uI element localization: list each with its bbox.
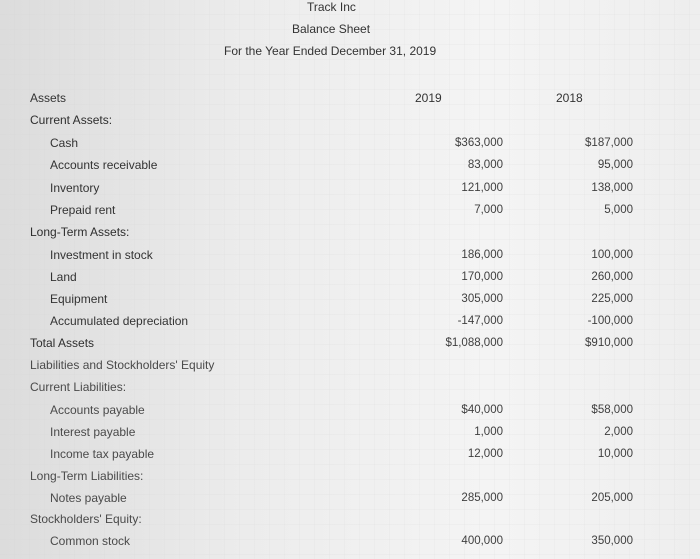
accounts-receivable-2018: 95,000 [597, 159, 633, 171]
current-assets-heading: Current Assets: [30, 113, 113, 127]
row-label-income-tax-payable: Income tax payable [50, 447, 155, 461]
year-2019-header: 2019 [415, 91, 442, 105]
row-label-accounts-payable: Accounts payable [50, 403, 145, 417]
statement-period: For the Year Ended December 31, 2019 [224, 44, 437, 58]
row-label-equipment: Equipment [50, 292, 108, 306]
interest-payable-2018: 2,000 [604, 426, 633, 438]
land-2019: 170,000 [461, 271, 503, 283]
accounts-payable-2019: $40,000 [461, 404, 503, 416]
income-tax-payable-2018: 10,000 [597, 448, 633, 460]
row-label-prepaid-rent: Prepaid rent [50, 203, 116, 217]
investment-in-stock-2018: 100,000 [591, 249, 633, 261]
row-label-inventory: Inventory [50, 181, 100, 195]
common-stock-2019: 400,000 [461, 535, 503, 547]
assets-column-header: Assets [30, 91, 67, 105]
prepaid-rent-2018: 5,000 [604, 204, 633, 216]
current-liabilities-heading: Current Liabilities: [30, 380, 127, 394]
land-2018: 260,000 [591, 271, 633, 283]
investment-in-stock-2019: 186,000 [461, 249, 503, 261]
row-label-accumulated-depreciation: Accumulated depreciation [50, 314, 189, 328]
row-label-interest-payable: Interest payable [50, 425, 136, 439]
row-label-notes-payable: Notes payable [50, 491, 127, 505]
liabilities-equity-heading: Liabilities and Stockholders' Equity [30, 358, 215, 372]
accounts-receivable-2019: 83,000 [467, 159, 503, 171]
row-label-total-assets: Total Assets [30, 336, 95, 350]
row-label-common-stock: Common stock [50, 534, 131, 548]
equipment-2019: 305,000 [461, 293, 503, 305]
row-label-land: Land [50, 270, 77, 284]
inventory-2018: 138,000 [591, 182, 633, 194]
interest-payable-2019: 1,000 [474, 426, 503, 438]
statement-title: Balance Sheet [292, 22, 371, 36]
long-term-liabilities-heading: Long-Term Liabilities: [30, 469, 144, 483]
prepaid-rent-2019: 7,000 [474, 204, 503, 216]
common-stock-2018: 350,000 [591, 535, 633, 547]
accumulated-depreciation-2019: -147,000 [457, 315, 503, 327]
row-label-investment-in-stock: Investment in stock [50, 248, 153, 262]
company-name: Track Inc [307, 0, 356, 14]
notes-payable-2018: 205,000 [591, 492, 633, 504]
long-term-assets-heading: Long-Term Assets: [30, 225, 130, 239]
accounts-payable-2018: $58,000 [591, 404, 633, 416]
income-tax-payable-2019: 12,000 [467, 448, 503, 460]
total-assets-2018: $910,000 [585, 337, 633, 349]
total-assets-2019: $1,088,000 [445, 337, 503, 349]
row-label-accounts-receivable: Accounts receivable [50, 158, 158, 172]
cash-2018: $187,000 [585, 137, 633, 149]
cash-2019: $363,000 [455, 137, 503, 149]
equipment-2018: 225,000 [591, 293, 633, 305]
stockholders-equity-heading: Stockholders' Equity: [30, 512, 142, 526]
year-2018-header: 2018 [556, 91, 583, 105]
row-label-cash: Cash [50, 136, 79, 150]
accumulated-depreciation-2018: -100,000 [587, 315, 633, 327]
inventory-2019: 121,000 [461, 182, 503, 194]
notes-payable-2019: 285,000 [461, 492, 503, 504]
